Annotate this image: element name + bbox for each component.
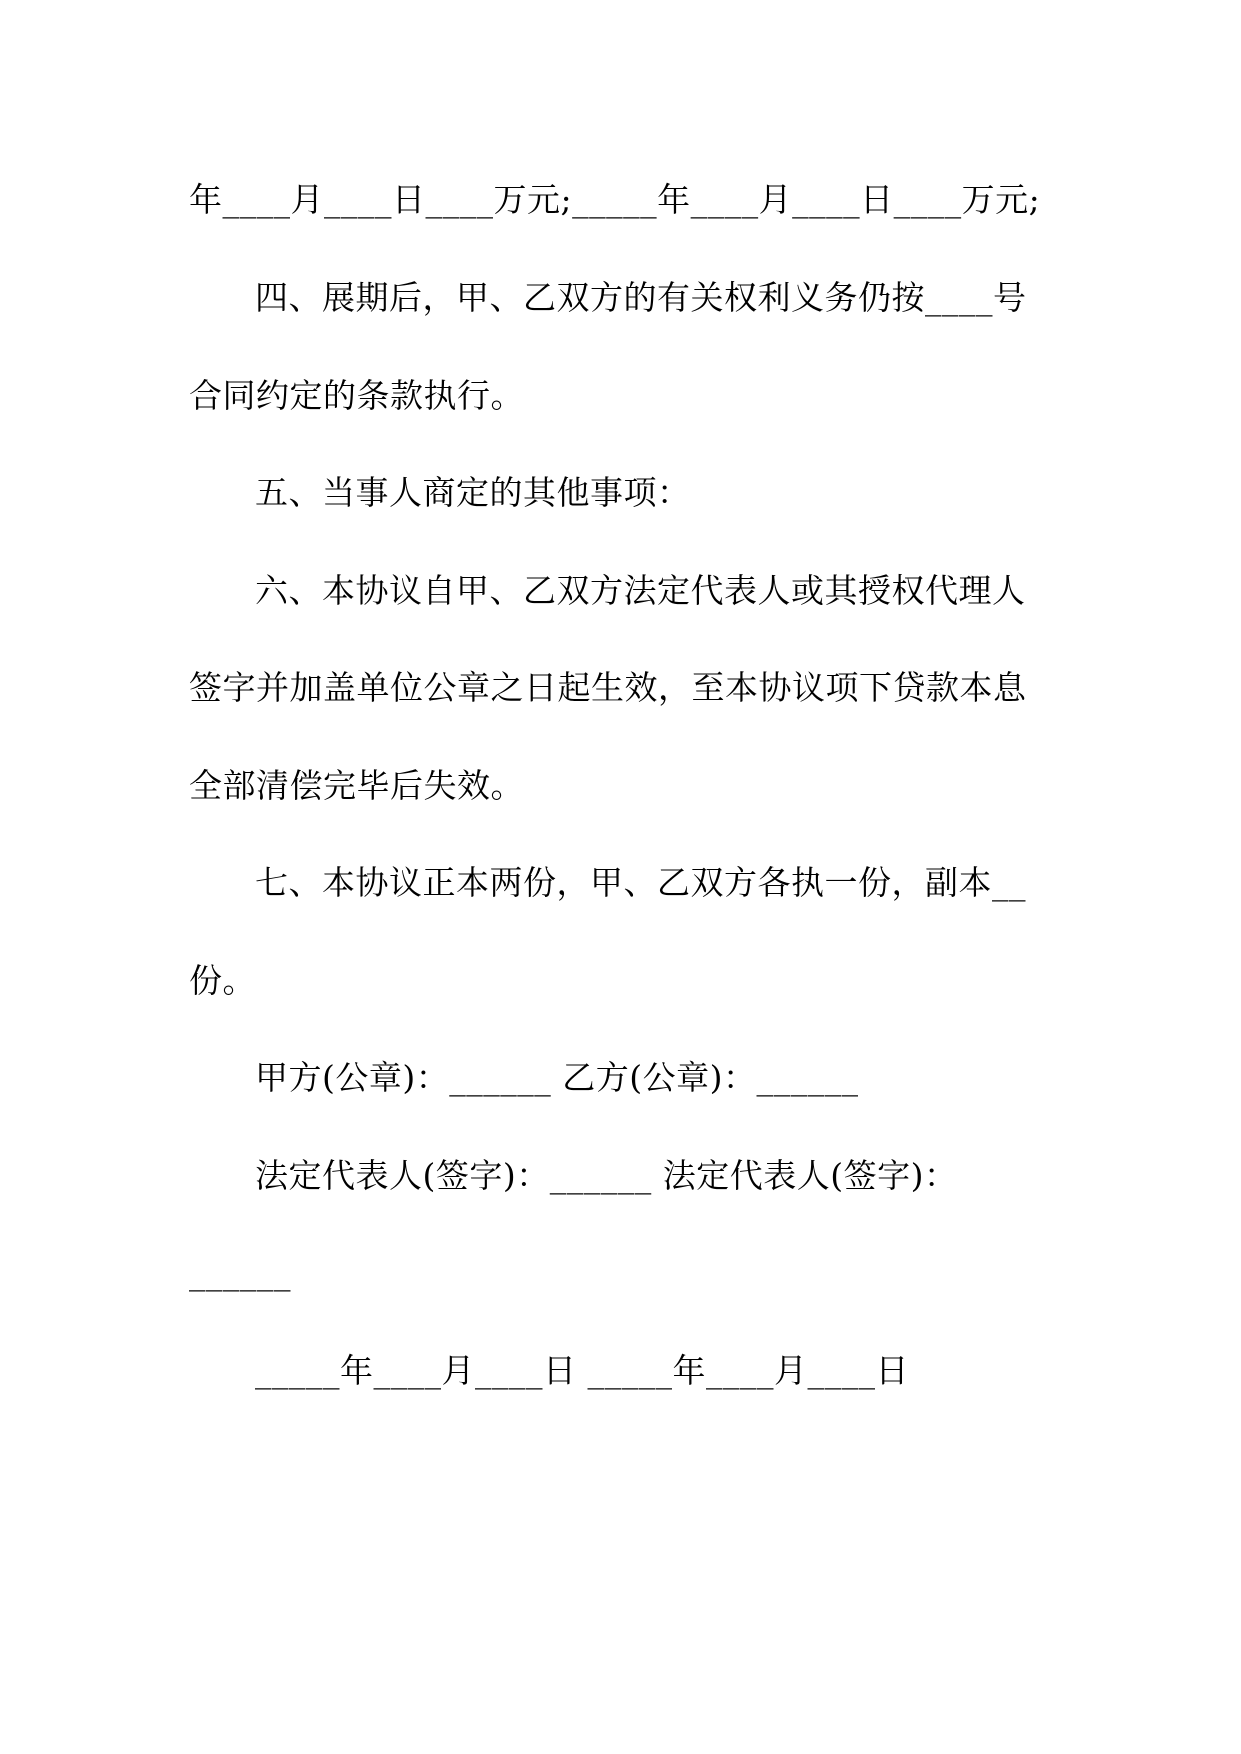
clause-7-line-1: 七、本协议正本两份，甲、乙双方各执一份，副本__ xyxy=(255,863,1026,902)
clause-6-line-3: 全部清偿完毕后失效。 xyxy=(189,766,524,805)
legal-rep-signature-blank: ______ xyxy=(189,1253,291,1292)
clause-6-line-1: 六、本协议自甲、乙双方法定代表人或其授权代理人 xyxy=(255,571,1026,610)
signing-dates-line: _____年____月____日 _____年____月____日 xyxy=(255,1351,909,1390)
clause-4-line-1: 四、展期后，甲、乙双方的有关权利义务仍按____号 xyxy=(255,278,1027,317)
clause-6-line-2: 签字并加盖单位公章之日起生效，至本协议项下贷款本息 xyxy=(189,668,1027,707)
party-seals-line: 甲方(公章)：______ 乙方(公章)：______ xyxy=(255,1058,859,1097)
legal-rep-signature-line: 法定代表人(签字)：______ 法定代表人(签字)： xyxy=(255,1156,958,1195)
clause-4-line-2: 合同约定的条款执行。 xyxy=(189,376,524,415)
clause-7-line-2: 份。 xyxy=(189,961,256,1000)
clause-5: 五、当事人商定的其他事项： xyxy=(255,473,691,512)
text-line-installment-dates: 年____月____日____万元;_____年____月____日____万元; xyxy=(189,180,1041,219)
